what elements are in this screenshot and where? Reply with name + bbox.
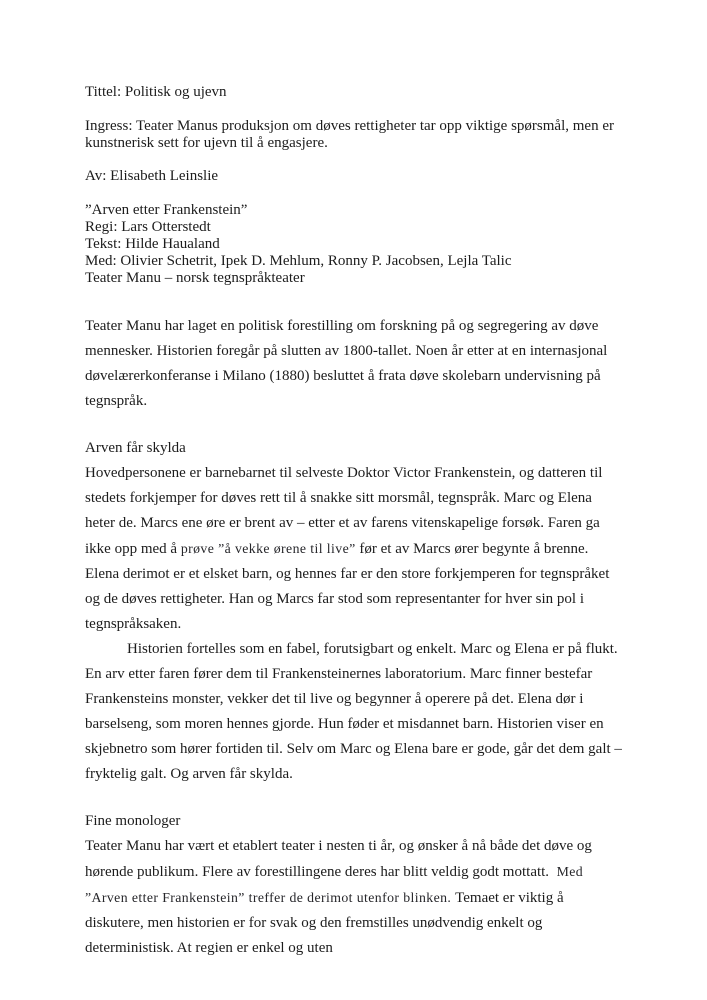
monologer-paragraph-pasted-sentence: Med ”Arven etter Frankenstein” treffer de derimot utenfor blinken. <box>85 864 587 905</box>
credit-line-director: Regi: Lars Otterstedt <box>85 219 211 235</box>
section-heading-arven-far-skylda: Arven får skylda <box>85 440 186 456</box>
arven-paragraph-1-quoted-phrase: prøve ”å vekke ørene til live” <box>180 541 356 556</box>
credit-line-theatre: Teater Manu – norsk tegnspråkteater <box>85 270 305 286</box>
section-heading-fine-monologer: Fine monologer <box>85 813 181 829</box>
arven-paragraph-1-text: Hovedpersonene er barnebarnet til selveste Doktor Victor Frankenstein, og datteren til stedets forkjemper for døves rett til å snakke sitt morsmål, tegnspråk. Marc og Elena heter de. Marcs ene øre er brent av – etter et av farens vitenskapelige forsøk. Faren ga ikke opp med å <box>85 465 607 557</box>
arven-paragraph-1 <box>85 461 625 637</box>
credit-line-production-title: ”Arven etter Frankenstein” <box>85 202 248 218</box>
monologer-paragraph-continuation: Temaet er viktig å diskutere, men historien er for svak og den fremstilles unødvendig enkelt og deterministisk. At regien er enkel og uten <box>85 890 568 956</box>
credit-line-writer: Tekst: Hilde Haualand <box>85 236 220 252</box>
credit-line-cast: Med: Olivier Schetrit, Ipek D. Mehlum, Ronny P. Jacobsen, Lejla Talic <box>85 253 512 269</box>
doc-byline: Av: Elisabeth Leinslie <box>85 168 219 184</box>
monologer-paragraph-text: Teater Manu har vært et etablert teater i nesten ti år, og ønsker å nå både det døve og hørende publikum. Flere av forestillingene deres har blitt veldig godt mottatt. <box>85 838 596 880</box>
monologer-paragraph <box>85 834 625 961</box>
doc-ingress: Ingress: Teater Manus produksjon om døves rettigheter tar opp viktige spørsmål, men er kunstnerisk sett for ujevn til å engasjere. <box>85 118 618 151</box>
arven-paragraph-2: Historien fortelles som en fabel, forutsigbart og enkelt. Marc og Elena er på flukt. En arv etter faren fører dem til Frankensteinernes laboratorium. Marc finner bestefar Frankensteins monster, vekker det til live og begynner å operere på det. Elena dør i barselseng, som moren hennes gjorde. Hun føder et misdannet barn. Historien viser en skjebnetro som hører fortiden til. Selv om Marc og Elena bare er gode, går det dem galt – fryktelig galt. Og arven får skylda. <box>85 641 626 782</box>
credits-block <box>85 202 625 287</box>
intro-paragraph: Teater Manu har laget en politisk forestilling om forskning på og segregering av døve mennesker. Historien foregår på slutten av 1800-tallet. Noen år etter at en internasjonal døvelærerkonferanse i Milano (1880) besluttet å frata døve skolebarn undervisning på tegnspråk. <box>85 318 612 409</box>
arven-paragraph-1-continuation: før et av Marcs ører begynte å brenne. Elena derimot er et elsket barn, og hennes far er den store forkjemperen for tegnspråket og de døves rettigheter. Han og Marcs far stod som representanter for hver sin pol i tegnspråksaken. <box>85 541 614 632</box>
doc-title-line: Tittel: Politisk og ujevn <box>85 84 227 100</box>
